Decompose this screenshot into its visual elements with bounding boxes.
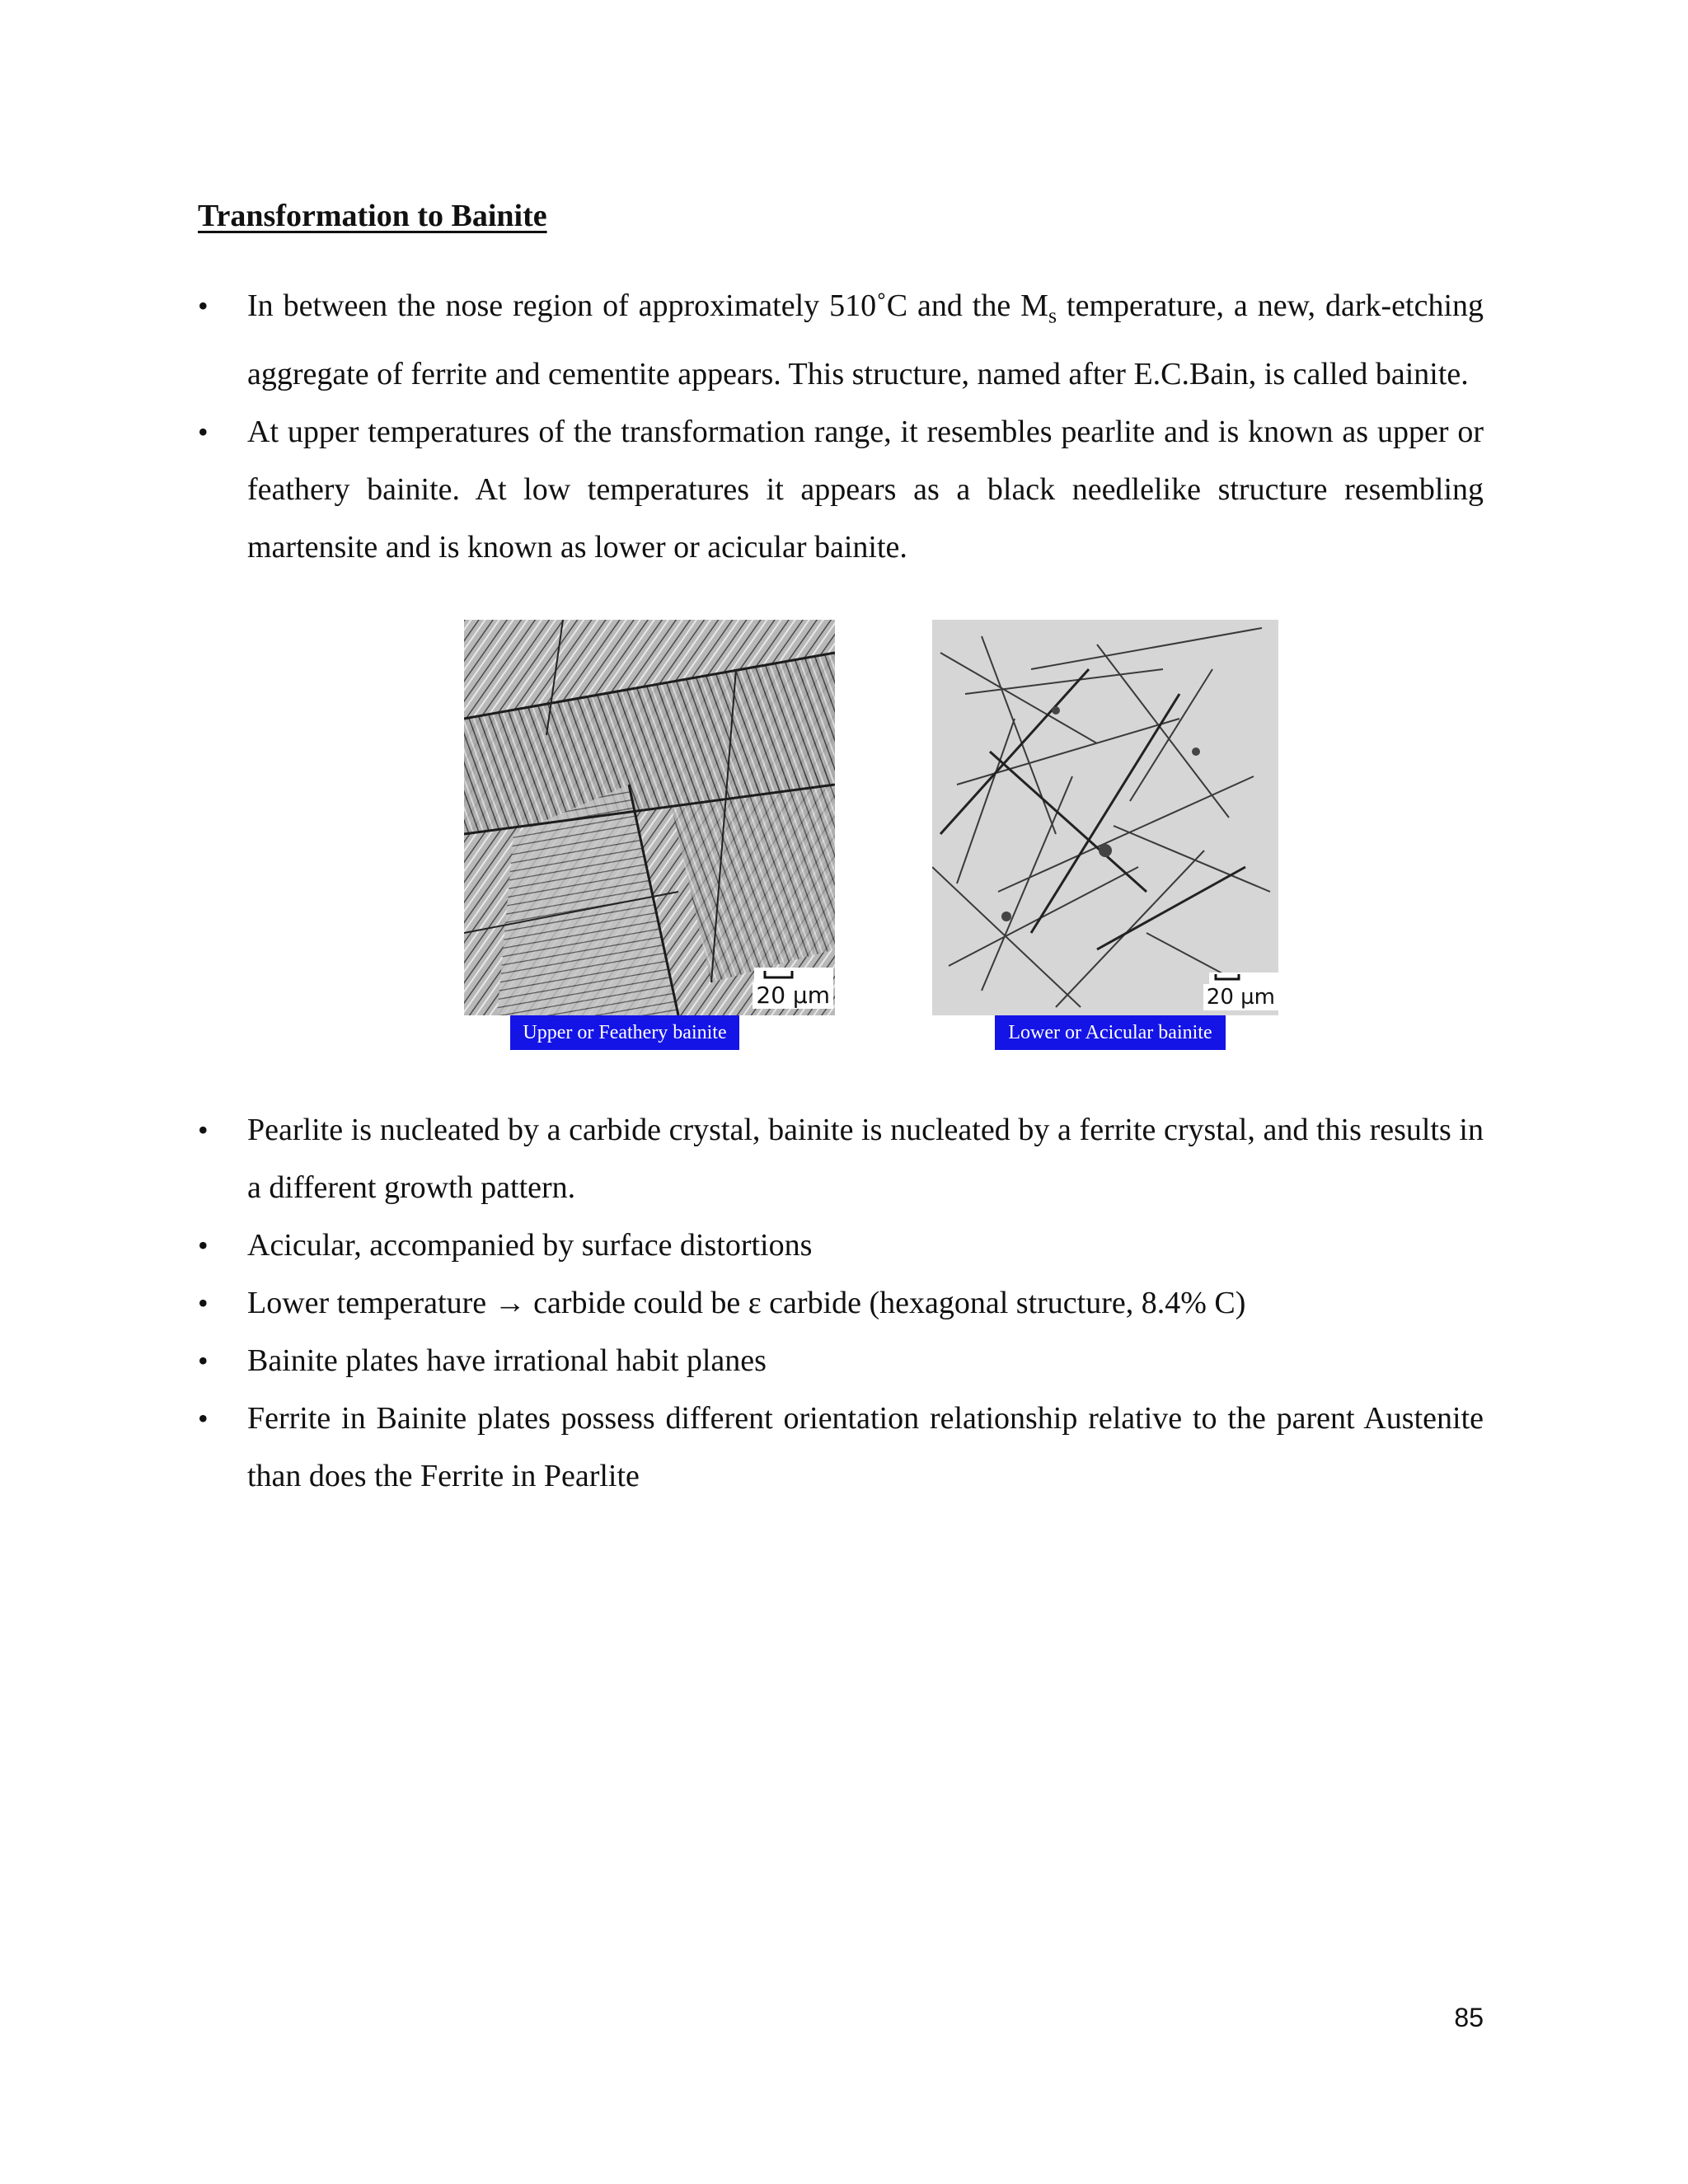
bullet-list-top (198, 277, 1484, 576)
micrograph-figure-lower (932, 620, 1278, 1043)
section-title: Transformation to Bainite (198, 199, 547, 233)
bullet-item: • Acicular, accompanied by surface distortions (198, 1216, 1484, 1274)
page-number: 85 (1454, 2003, 1484, 2032)
bullet-item: • Bainite plates have irrational habit planes (198, 1332, 1484, 1390)
bullet-item: • Ferrite in Bainite plates possess different orientation relationship relative to the parent Austenite than does the Ferrite in Pearlite (198, 1390, 1484, 1505)
bullet-item: • At upper temperatures of the transformation range, it resembles pearlite and is known as upper or feathery bainite. At low temperatures it appears as a black needlelike structure resembling martensite and is known as lower or acicular bainite. (198, 403, 1484, 576)
subscript: s (1048, 303, 1057, 328)
bullet-list-bottom (198, 1101, 1484, 1505)
bullet-item (198, 277, 1484, 403)
bullet-text: In between the nose region of approximately 510˚C and the M (247, 288, 1048, 323)
micrograph-image-lower (932, 620, 1278, 1015)
micrograph-figure-upper (464, 620, 835, 1043)
scale-bar-label: 20 µm (1203, 984, 1278, 1010)
bullet-text-continued: temperature, a new, dark-etching aggregate of ferrite and cementite appears. This structure, named after E.C.Bain, is called bainite. (247, 288, 1484, 391)
bullet-item: • Pearlite is nucleated by a carbide crystal, bainite is nucleated by a ferrite crystal, and this results in a different growth pattern. (198, 1101, 1484, 1216)
figure-caption: Lower or Acicular bainite (995, 1015, 1226, 1050)
bullet-item: • Lower temperature → carbide could be ε carbide (hexagonal structure, 8.4% C) (198, 1274, 1484, 1332)
figure-caption: Upper or Feathery bainite (510, 1015, 739, 1050)
scale-bar-label: 20 µm (753, 982, 833, 1009)
micrograph-image-upper (464, 620, 835, 1015)
